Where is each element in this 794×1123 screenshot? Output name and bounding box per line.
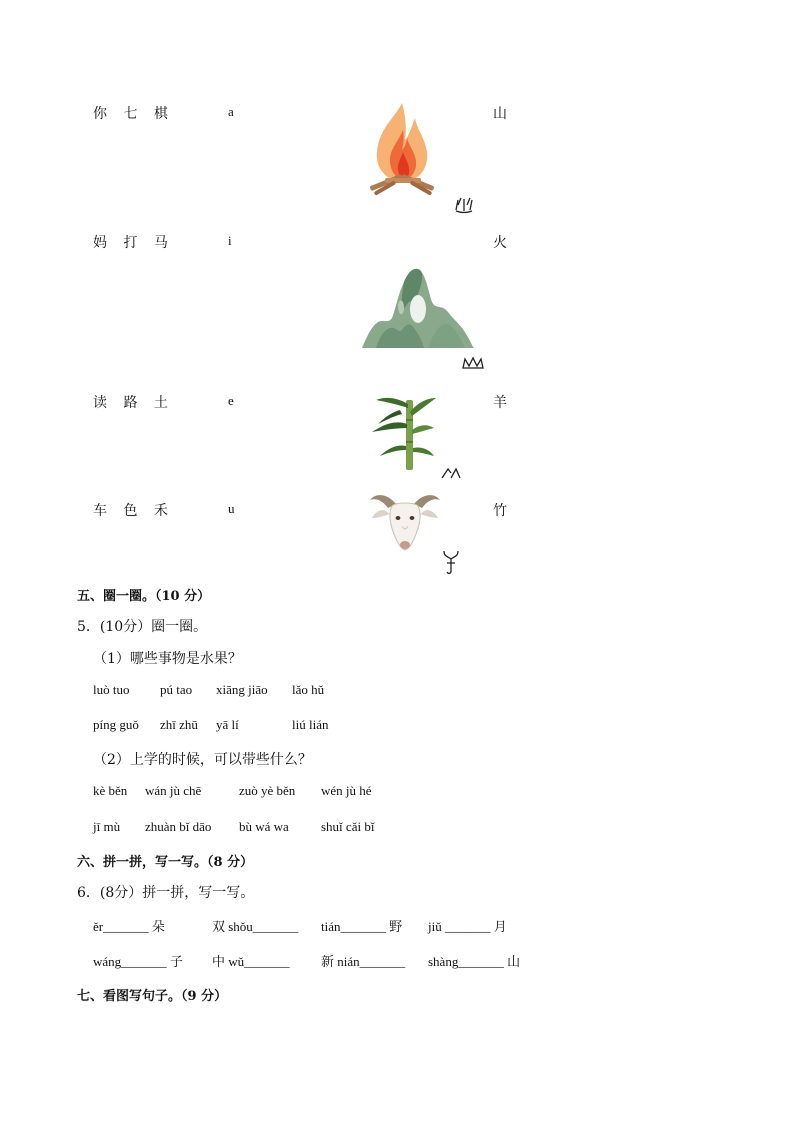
goat-pictograph-icon [441, 549, 461, 575]
fill-blank-item[interactable]: tián_______ 野 [321, 919, 403, 934]
pinyin-option[interactable]: zhī zhū [160, 717, 198, 732]
section-6-heading: 六、拼一拼，写一写。（8 分） [77, 855, 254, 870]
pinyin-option[interactable]: pú tao [160, 682, 193, 697]
pinyin-option[interactable]: píng guǒ [93, 717, 139, 732]
pinyin-option[interactable]: liú lián [292, 717, 329, 732]
pinyin-option[interactable]: shuǐ cǎi bǐ [321, 819, 375, 834]
fill-blank-item[interactable]: shàng_______ 山 [428, 954, 521, 969]
fill-blank-item[interactable]: jiǔ _______ 月 [428, 919, 507, 934]
match-word-group-3: 读 路 土 [93, 395, 174, 411]
match-char-yang: 羊 [493, 395, 507, 411]
pinyin-option[interactable]: wán jù chē [145, 783, 202, 798]
pinyin-option[interactable]: zuò yè běn [239, 783, 296, 798]
match-word-group-1: 你 七 棋 [93, 106, 174, 122]
match-letter-i: i [228, 233, 232, 248]
section-7-heading: 七、看图写句子。（9 分） [77, 989, 228, 1004]
match-char-shan: 山 [493, 106, 507, 122]
question-5-title: 5．(10分）圈一圈。 [77, 619, 208, 635]
pinyin-option[interactable]: wén jù hé [321, 783, 372, 798]
question-6-title: 6．(8分）拼一拼，写一写。 [77, 885, 255, 901]
bamboo-pictograph-icon [440, 466, 462, 480]
fill-blank-item[interactable]: 新 nián_______ [321, 954, 406, 969]
mountain-pictograph-icon [461, 356, 485, 370]
pinyin-option[interactable]: lǎo hǔ [292, 682, 325, 697]
fill-blank-item[interactable]: 双 shǒu_______ [212, 919, 299, 934]
section-5-heading: 五、圈一圈。（10 分） [77, 589, 211, 604]
goat-picture [368, 490, 442, 554]
pinyin-option[interactable]: luò tuo [93, 682, 130, 697]
match-char-zhu: 竹 [493, 503, 507, 519]
fill-blank-item[interactable]: 中 wǔ_______ [212, 954, 290, 969]
fire-pictograph-icon [454, 196, 474, 214]
pinyin-option[interactable]: kè běn [93, 783, 128, 798]
fill-blank-item[interactable]: wáng_______ 子 [93, 954, 183, 969]
match-char-huo: 火 [493, 235, 507, 251]
match-word-group-2: 妈 打 马 [93, 235, 174, 251]
pinyin-option[interactable]: yā lí [216, 717, 239, 732]
pinyin-option[interactable]: xiāng jiāo [216, 682, 268, 697]
match-letter-a: a [228, 104, 234, 119]
bamboo-picture [370, 390, 436, 472]
match-letter-e: e [228, 393, 234, 408]
pinyin-option[interactable]: zhuàn bǐ dāo [145, 819, 212, 834]
match-letter-u: u [228, 501, 235, 516]
pinyin-option[interactable]: jī mù [93, 819, 121, 834]
mountain-picture [362, 264, 474, 350]
fill-blank-item[interactable]: ěr_______ 朵 [93, 919, 165, 934]
match-word-group-4: 车 色 禾 [93, 503, 174, 519]
pinyin-option[interactable]: bù wá wa [239, 819, 289, 834]
question-5-part-2: （2）上学的时候，可以带些什么？ [93, 752, 312, 768]
fire-picture [365, 100, 440, 195]
question-5-part-1: （1）哪些事物是水果？ [93, 651, 242, 667]
